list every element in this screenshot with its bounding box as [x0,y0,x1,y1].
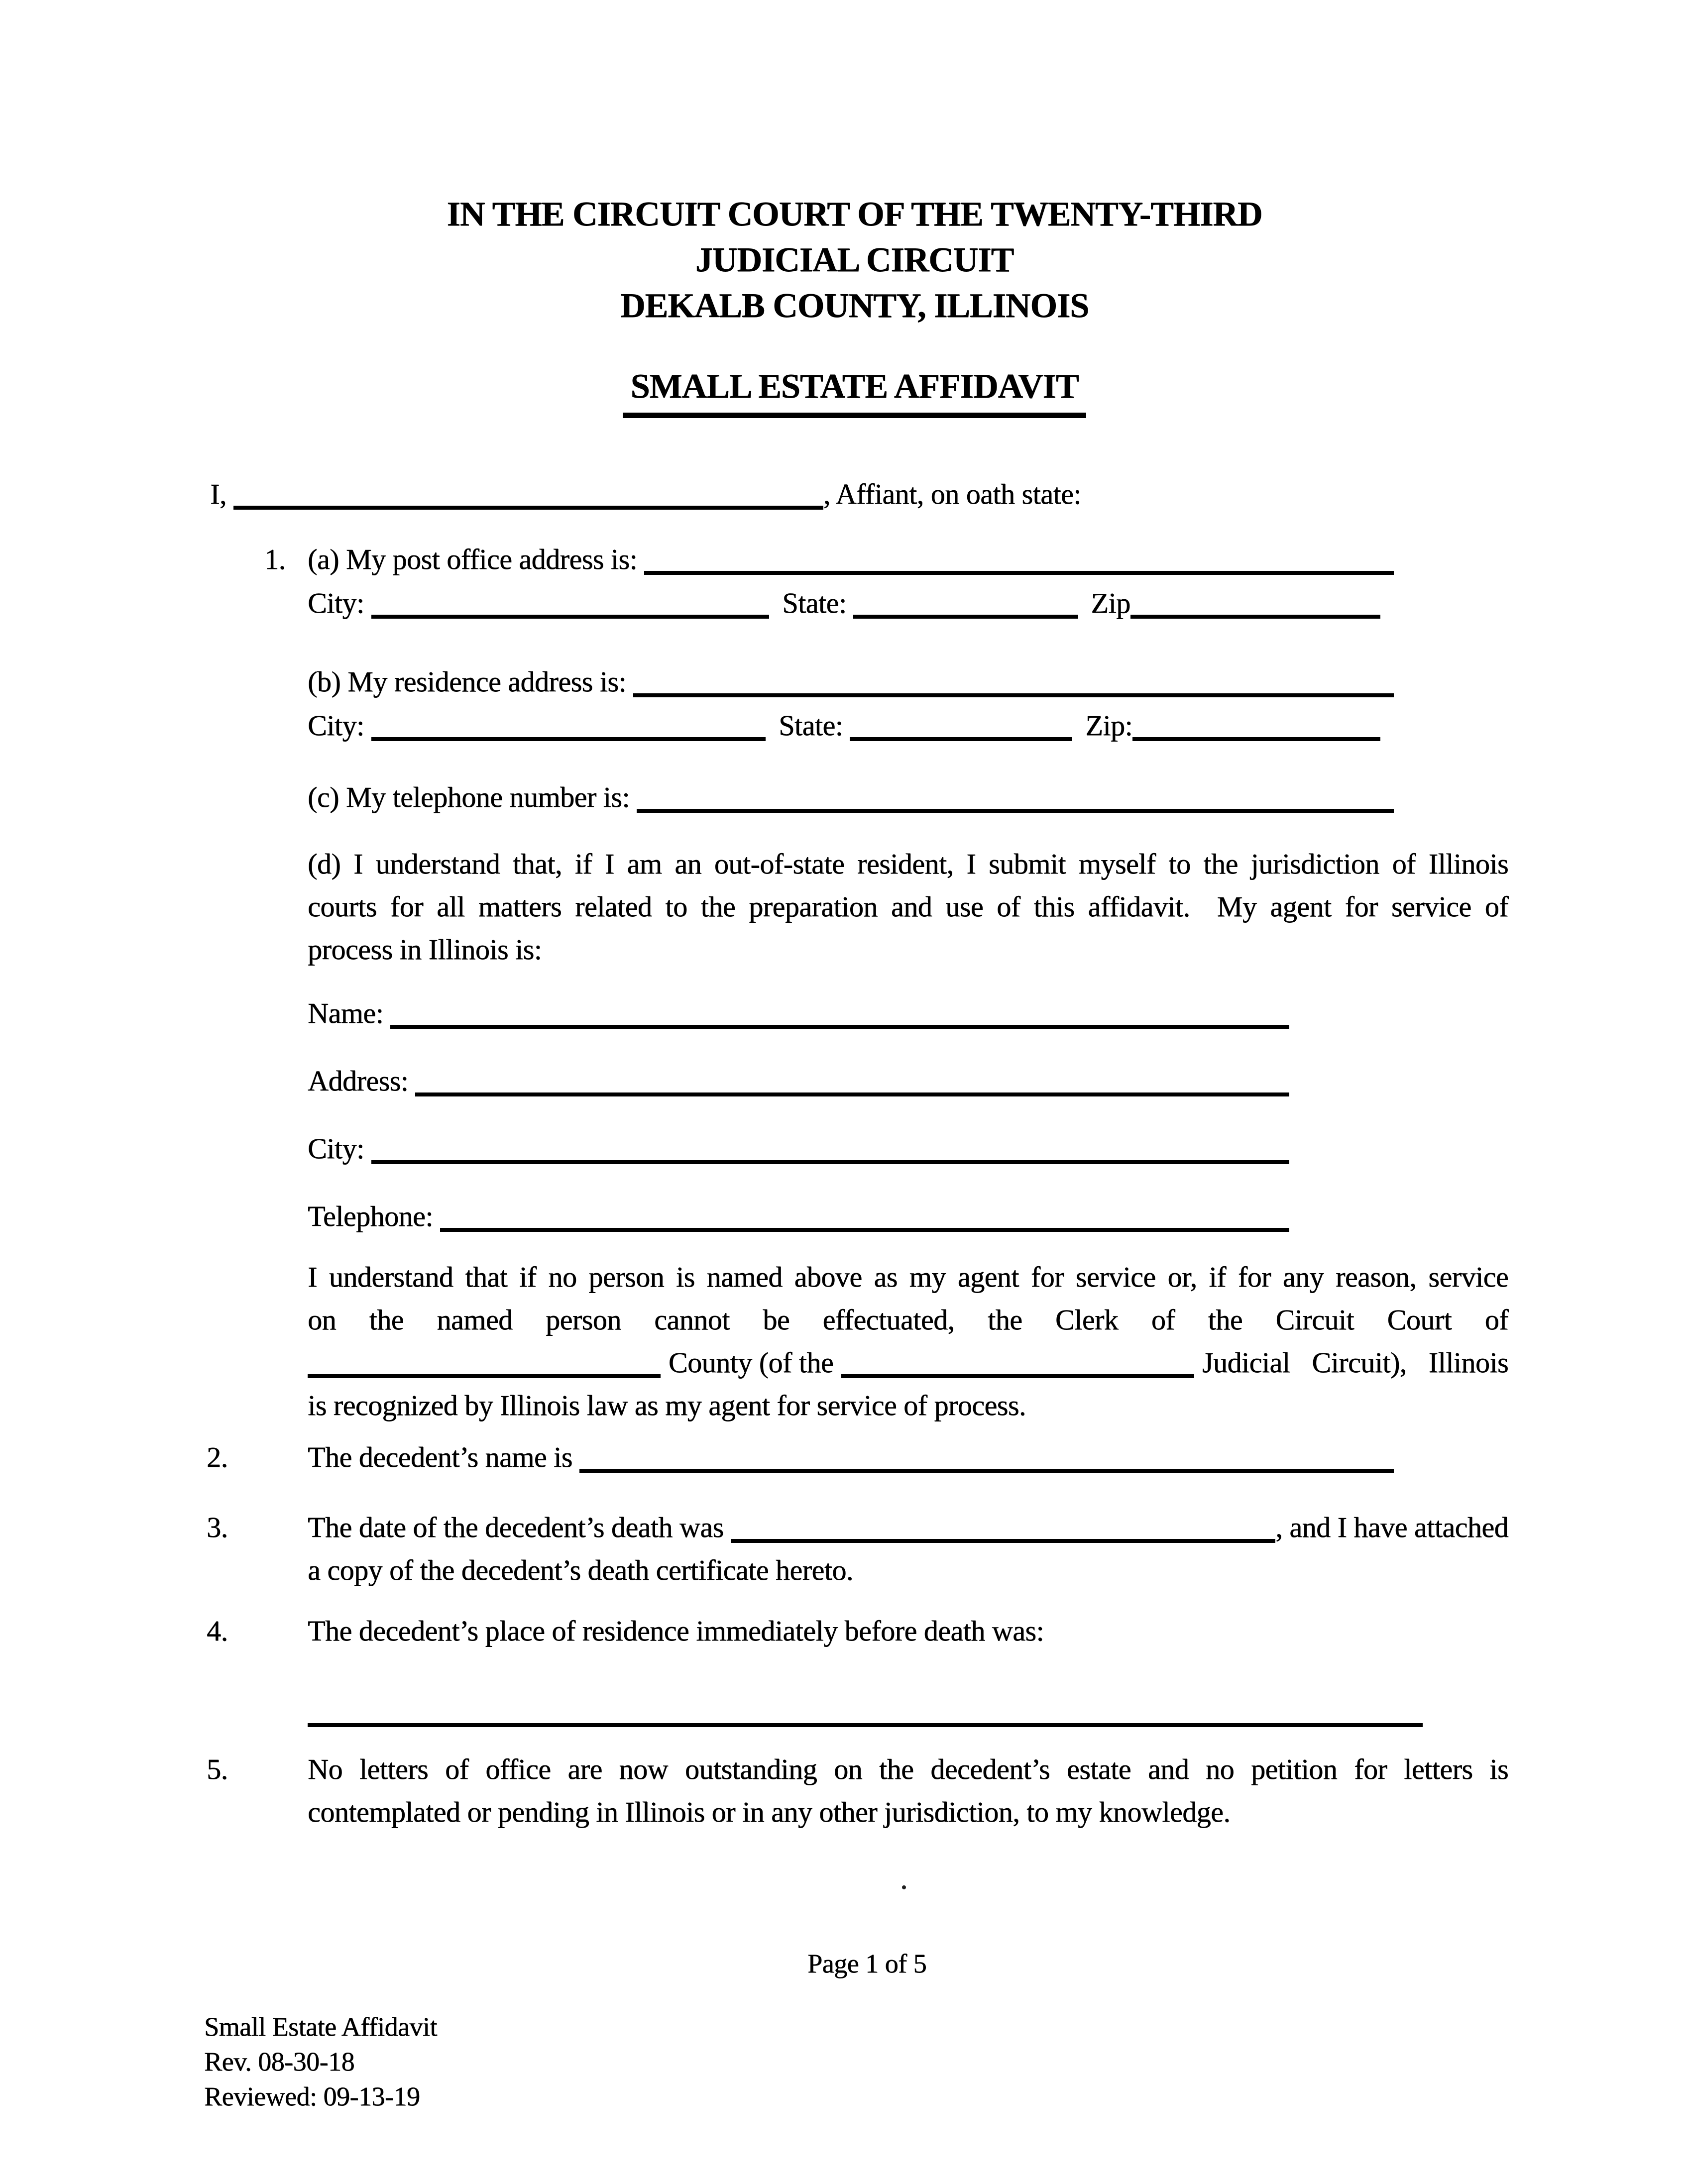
residence-city-blank [371,737,766,741]
affiant-prefix: I, [210,478,226,510]
footer-document-name: Small Estate Affidavit [204,2012,437,2042]
telephone-number-blank [637,809,1394,813]
state-label: State: [782,587,847,619]
residence-city-label: City: [308,709,364,742]
agent-city-row [308,1127,1289,1170]
agent-address-blank [415,1092,1289,1096]
clerk-paragraph-line-4: is recognized by Illinois law as my agent for service of process. [308,1389,1026,1421]
court-header-line-1: IN THE CIRCUIT COURT OF THE TWENTY-THIRD [447,195,1262,233]
item-2-number: 2. [207,1441,228,1473]
agent-name-blank [390,1025,1289,1029]
title-row [199,364,1510,418]
page-number: Page 1 of 5 [807,1949,926,1978]
residence-city-state-zip-row [308,704,1380,747]
decedent-name-row [308,1436,1394,1479]
footer-reviewed-date: Reviewed: 09-13-19 [204,2081,420,2111]
item-1-body [308,538,1508,1427]
residence-address-blank [633,693,1394,697]
affiant-suffix: , Affiant, on oath state: [823,478,1081,510]
clerk-paragraph-line-2: on the named person cannot be effectuated, the Clerk of the Circuit Court of [308,1304,1508,1336]
death-certificate-line: a copy of the decedent’s death certificate hereto. [308,1554,853,1586]
item-4-body [308,1610,1508,1727]
post-office-address-label: (a) My post office address is: [308,543,638,575]
residence-state-blank [850,737,1072,741]
county-blank [308,1374,661,1378]
agent-city-blank [371,1160,1289,1164]
death-date-suffix: , and I have attached [1275,1511,1508,1543]
post-office-address-row [308,538,1394,581]
item-2 [199,1436,1510,1479]
no-letters-line-2: contemplated or pending in Illinois or in any other jurisdiction, to my knowledge. [308,1796,1231,1828]
court-header-line-3: DEKALB COUNTY, ILLINOIS [620,287,1089,325]
item-5 [199,1748,1510,1834]
out-of-state-paragraph [308,843,1508,971]
decedent-name-label: The decedent’s name is [308,1441,572,1473]
zip-blank [1130,615,1380,619]
telephone-number-label: (c) My telephone number is: [308,781,630,813]
document-title: SMALL ESTATE AFFIDAVIT [623,364,1087,418]
item-4-number: 4. [207,1615,228,1647]
residence-before-death-blank [308,1723,1423,1727]
city-blank [371,615,770,619]
out-of-state-line-2: courts for all matters related to the preparation and use of this affidavit. My agent for service of [308,890,1508,923]
post-office-address-blank [644,571,1394,575]
agent-city-label: City: [308,1132,364,1165]
mailing-city-state-zip-row [308,582,1380,625]
residence-before-death-label: The decedent’s place of residence immediately before death was: [308,1615,1044,1647]
death-date-label: The date of the decedent’s death was [308,1511,724,1543]
affiant-name-blank [233,506,823,510]
agent-name-label: Name: [308,997,384,1029]
judicial-circuit-label: Judicial Circuit), Illinois [1202,1346,1509,1379]
residence-address-label: (b) My residence address is: [308,665,626,698]
footer-revision-block [204,2009,1510,2114]
residence-state-label: State: [779,709,843,742]
residence-address-row [308,660,1394,703]
agent-telephone-label: Telephone: [308,1200,433,1232]
item-5-body [308,1748,1508,1834]
county-label: County (of the [668,1346,834,1379]
residence-zip-label: Zip: [1085,709,1133,742]
death-date-blank [731,1539,1276,1543]
death-date-row [308,1506,1508,1549]
agent-telephone-blank [440,1228,1289,1232]
item-3 [199,1506,1510,1592]
page-content [199,0,1510,2114]
decedent-name-blank [579,1469,1394,1473]
item-5-number: 5. [207,1753,228,1785]
telephone-number-row [308,776,1394,819]
affiant-line [210,473,1255,516]
item-3-number: 3. [207,1511,228,1543]
out-of-state-line-1: (d) I understand that, if I am an out-of-state resident, I submit myself to the jurisdiction of Illinois [308,848,1508,880]
clerk-paragraph-line-3 [308,1341,1508,1384]
zip-label: Zip [1091,587,1130,619]
no-letters-line-1: No letters of office are now outstanding on the decedent’s estate and no petition for letters is [308,1753,1508,1785]
state-blank [853,615,1078,619]
item-2-body [308,1436,1508,1479]
judicial-circuit-blank [841,1374,1194,1378]
scan-artifact-dot [902,1885,906,1889]
item-4 [199,1610,1510,1727]
clerk-agent-paragraph [308,1256,1508,1427]
item-1-number: 1. [264,543,286,575]
clerk-paragraph-line-1: I understand that if no person is named above as my agent for service or, if for any reason, service [308,1261,1508,1293]
footer-revision-date: Rev. 08-30-18 [204,2047,354,2076]
city-label: City: [308,587,364,619]
agent-address-label: Address: [308,1065,409,1097]
item-3-body [308,1506,1508,1592]
agent-address-row [308,1060,1289,1102]
agent-telephone-row [308,1195,1289,1238]
court-header [199,0,1510,329]
out-of-state-line-3: process in Illinois is: [308,933,542,966]
court-header-line-2: JUDICIAL CIRCUIT [695,241,1014,279]
residence-zip-blank [1132,737,1380,741]
agent-name-row [308,992,1289,1035]
item-1 [199,538,1510,1427]
